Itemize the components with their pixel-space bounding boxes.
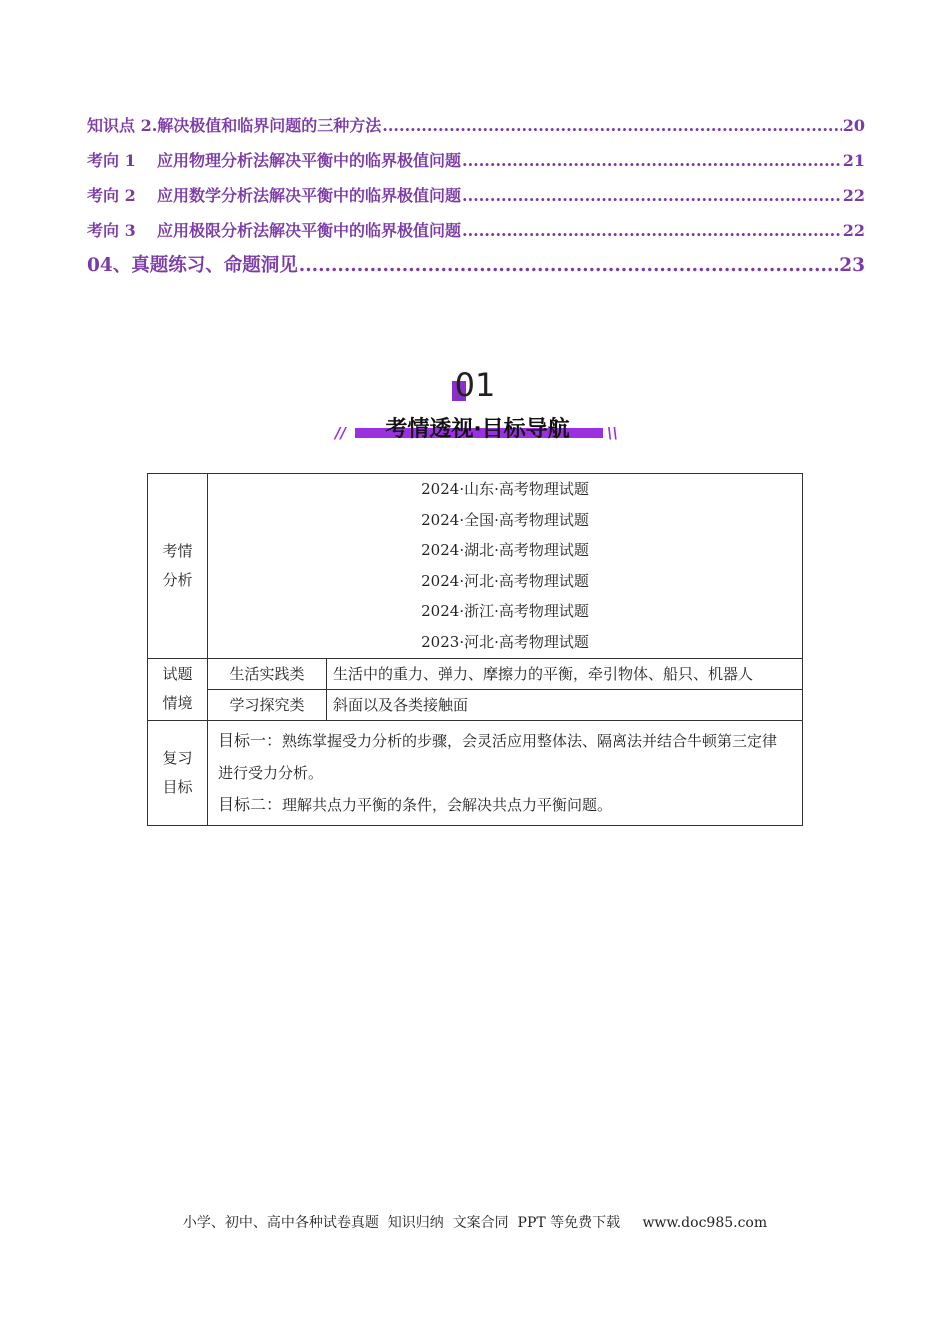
toc-entry[interactable]: [87, 182, 865, 217]
section-title: 考情透视·目标导航: [385, 417, 570, 442]
row-header-analysis: 考情 分析: [148, 474, 208, 659]
toc-entry[interactable]: [87, 112, 865, 147]
goal-text: 熟练掌握受力分析的步骤，会灵活应用整体法、隔离法并结合牛顿第三定律进行受力分析。: [218, 731, 778, 782]
toc-entry-label: 应用数学分析法解决平衡中的临界极值问题: [157, 186, 462, 205]
table-of-contents: [87, 112, 865, 290]
toc-entry-label: 04、真题练习、命题洞见: [87, 255, 298, 276]
page-footer: 小学、初中、高中各种试卷真题 知识归纳 文案合同 PPT 等免费下载 www.doc985.com: [182, 1215, 768, 1231]
row-header-context: 试题 情境: [148, 658, 208, 720]
table-row: [148, 720, 803, 825]
list-item: 2024·浙江·高考物理试题: [421, 602, 589, 621]
list-item: 2023·河北·高考物理试题: [421, 632, 589, 651]
toc-entry-prefix: 考向 2: [87, 186, 136, 205]
context-type: 学习探究类: [208, 689, 327, 720]
goal-lead: 目标一：: [218, 730, 283, 750]
toc-entry-page: 21: [842, 151, 865, 170]
toc-entry[interactable]: [87, 217, 865, 252]
list-item: 2024·全国·高考物理试题: [421, 510, 589, 529]
context-content: 生活中的重力、弹力、摩擦力的平衡，牵引物体、船只、机器人: [327, 658, 803, 689]
toc-entry-page: 22: [842, 221, 865, 240]
toc-entry[interactable]: [87, 252, 865, 290]
toc-entry[interactable]: [87, 147, 865, 182]
goal-item: [218, 725, 792, 789]
list-item: 2024·湖北·高考物理试题: [421, 541, 589, 560]
toc-leader-dots: [382, 112, 841, 140]
toc-entry-page: 22: [842, 186, 865, 205]
list-item: 2024·河北·高考物理试题: [421, 571, 589, 590]
section-heading: [335, 410, 620, 450]
section-number-text: 01: [454, 366, 496, 404]
list-item: 2024·山东·高考物理试题: [421, 480, 589, 498]
row-header-goals: 复习 目标: [148, 720, 208, 825]
toc-leader-dots: [462, 182, 842, 210]
goal-item: [218, 789, 792, 821]
toc-entry-label: 知识点 2.解决极值和临界问题的三种方法: [87, 116, 382, 135]
goal-text: 理解共点力平衡的条件，会解决共点力平衡问题。: [282, 795, 613, 814]
toc-entry-label: 应用物理分析法解决平衡中的临界极值问题: [157, 151, 462, 170]
table-row: [148, 689, 803, 720]
context-type: 生活实践类: [208, 658, 327, 689]
toc-leader-dots: [299, 252, 839, 280]
toc-leader-dots: [462, 147, 842, 175]
analysis-list-cell: [208, 474, 803, 659]
toc-entry-label: 应用极限分析法解决平衡中的临界极值问题: [157, 221, 462, 240]
toc-entry-prefix: 考向 3: [87, 221, 136, 240]
table-row: [148, 658, 803, 689]
table-row: [148, 474, 803, 659]
goals-cell: [208, 720, 803, 825]
context-content: 斜面以及各类接触面: [327, 689, 803, 720]
toc-leader-dots: [462, 217, 842, 245]
toc-entry-page: 23: [839, 255, 865, 276]
slash-decoration-left: //: [335, 424, 346, 442]
goal-lead: 目标二：: [218, 794, 283, 814]
toc-entry-page: 20: [842, 116, 865, 135]
exam-analysis-table: [147, 473, 803, 826]
slash-decoration-right: \\: [607, 424, 618, 442]
toc-entry-prefix: 考向 1: [87, 151, 136, 170]
section-number: [0, 366, 950, 404]
